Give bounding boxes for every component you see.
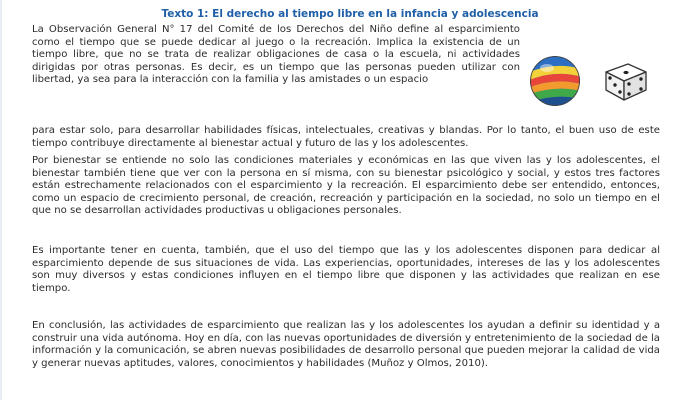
paragraph-3: Es importante tener en cuenta, también, que el uso del tiempo que las y los adolescentes disponen para dedicar al esparcimiento depende de sus situaciones de vida. Las experiencias, oportunidades, intereses de las y los adolescentes son muy diversos y estas condiciones influyen en el tiempo libre que disponen y las actividades que realizan en ese tiempo.: [32, 245, 660, 294]
striped-ball-icon: [530, 56, 580, 106]
paragraph-1-part-2: para estar solo, para desarrollar habilidades físicas, intelectuales, creativas y blandas. Por lo tanto, el buen uso de este tiempo contribuye directamente al bienestar actual y futuro de las y los adolescentes.: [32, 125, 660, 149]
paragraph-4: En conclusión, las actividades de esparcimiento que realizan las y los adolescentes los ayudan a definir su identidad y a construir una vida autónoma. Hoy en día, con las nuevas oportunidades de diversión y entretenimiento de la sociedad de la información y la comunicación, se abren nuevas posibilidades de desarrollo personal que pueden mejorar la calidad de vida y generar nuevas aptitudes, valores, conocimientos y habilidades (Muñoz y Olmos, 2010).: [32, 320, 660, 369]
document-title: Texto 1: El derecho al tiempo libre en la infancia y adolescencia: [161, 8, 539, 20]
page-edge: [0, 0, 2, 400]
paragraph-1-part-1: La Observación General N° 17 del Comité de los Derechos del Niño define al esparcimiento como el tiempo que se puede dedicar al juego o la recreación. Implica la existencia de un tiempo libre, que no se trata de realizar obligaciones de casa o la escuela, ni actividades dirigidas por otras personas. Es decir, es un tiempo que las personas pueden utilizar con libertad, ya sea para la interacción con la familia y las amistades o un espacio: [32, 24, 520, 86]
paragraph-2: Por bienestar se entiende no solo las condiciones materiales y económicas en las que viven las y los adolescentes, el bienestar también tiene que ver con la persona en sí misma, con su bienestar psicológico y social, y estos tres factores están estrechamente relacionados con el esparcimiento y la recreación. El esparcimiento debe ser entendido, entonces, como un espacio de crecimiento personal, de creación, recreación y participación en la sociedad, no solo un tiempo en el que no se desarrollan actividades productivas u obligaciones personales.: [32, 155, 660, 217]
die-icon: [598, 58, 650, 108]
